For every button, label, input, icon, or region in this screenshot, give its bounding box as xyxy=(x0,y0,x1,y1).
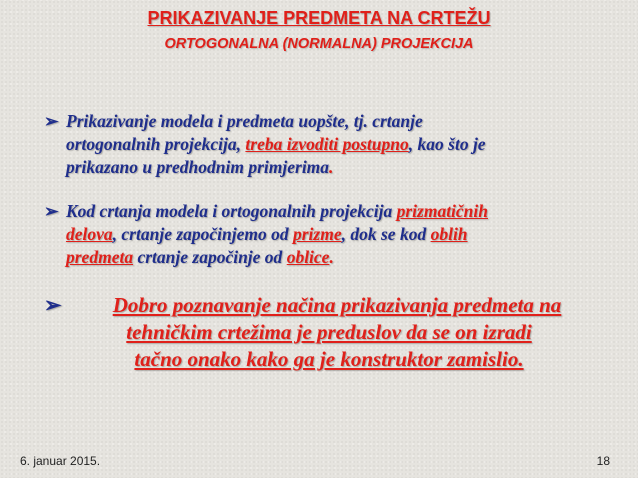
bullet-1-line-3 xyxy=(44,156,486,179)
text-run: crtanje započinje od xyxy=(133,247,287,267)
highlight-text: prizme xyxy=(293,224,342,244)
text-run: , crtanje započinjemo od xyxy=(112,224,293,244)
arrow-bullet-icon: ➢ xyxy=(44,293,62,317)
highlight-text: prizmatičnih xyxy=(396,201,489,221)
highlight-text: . xyxy=(329,157,334,177)
highlight-text: . xyxy=(329,247,334,267)
bullet-1-line-1 xyxy=(44,110,486,133)
text-run: Kod crtanja modela i ortogonalnih projekcija xyxy=(66,201,397,221)
slide-subtitle: ORTOGONALNA (NORMALNA) PROJEKCIJA xyxy=(164,36,474,52)
text-run: prikazano u predhodnim primjerima xyxy=(66,157,330,177)
highlight-text: predmeta xyxy=(66,247,134,267)
slide-title: PRIKAZIVANJE PREDMETA NA CRTEŽU xyxy=(147,8,491,28)
bullet-2-line-2 xyxy=(44,223,488,246)
bullet-2-line-3 xyxy=(44,246,488,269)
text-run: ortogonalnih projekcija, xyxy=(66,134,246,154)
bullet-point-2 xyxy=(44,200,488,269)
footer-date: 6. januar 2015. xyxy=(20,454,101,468)
bullet-point-3 xyxy=(44,292,614,373)
bullet-3-line-3: tačno onako kako ga je konstruktor zamislio. xyxy=(134,347,524,371)
page-number: 18 xyxy=(596,454,610,468)
arrow-bullet-icon: ➢ xyxy=(44,201,59,221)
bullet-1-line-2 xyxy=(44,133,486,156)
bullet-point-1 xyxy=(44,110,486,179)
highlight-text: treba izvoditi postupno xyxy=(245,134,409,154)
bullet-3-line-2: tehničkim crtežima je preduslov da se on izradi xyxy=(126,320,532,344)
arrow-bullet-icon: ➢ xyxy=(44,111,59,131)
highlight-text: delova xyxy=(66,224,113,244)
bullet-2-line-1 xyxy=(44,200,488,223)
bullet-3-line-1: Dobro poznavanje načina prikazivanja predmeta na xyxy=(112,293,562,317)
text-run: , kao što je xyxy=(408,134,486,154)
highlight-text: oblih xyxy=(430,224,468,244)
highlight-text: oblice xyxy=(286,247,330,267)
text-run: Prikazivanje modela i predmeta uopšte, tj. crtanje xyxy=(66,111,423,131)
text-run: , dok se kod xyxy=(341,224,431,244)
